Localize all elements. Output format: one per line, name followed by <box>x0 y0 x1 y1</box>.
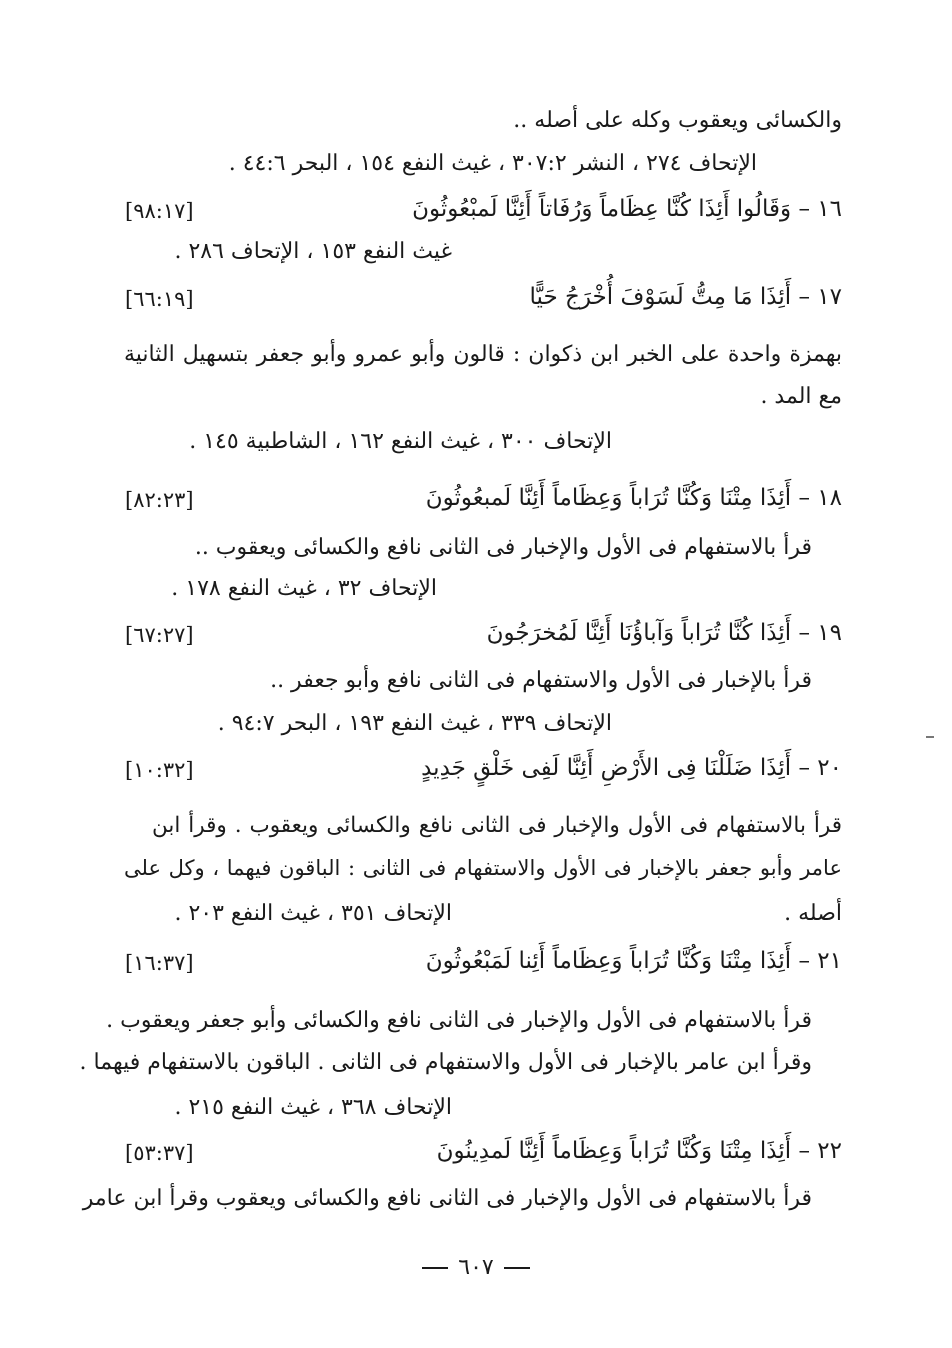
text-line: والكسائى ويعقوب وكله على أصله .. <box>513 108 842 133</box>
verse-19: ١٩ – أَئِذَا كُنَّا تُرَاباً وَآباؤُنَا أَئِنَّا لَمُخرَجُونَ <box>486 620 842 646</box>
verse-16-ref: [٩٨:١٧] <box>125 199 194 223</box>
page-number-dash <box>422 1267 448 1269</box>
text-line: قرأ بالإخبار فى الأول والاستفهام فى الثانى نافع وأبو جعفر .. <box>270 668 812 693</box>
verse-22: ٢٢ – أَئِذَا مِتْنَا وَكُنَّا تُرَاباً وَعِظَاماً أَئِنَّا لَمدِينُونَ <box>436 1138 842 1164</box>
reference-line: غيث النفع ١٥٣ ، الإتحاف ٢٨٦ . <box>174 239 452 264</box>
verse-20: ٢٠ – أَئِذَا ضَلَلْنَا فِى الأَرْضِ أَئِنَّا لَفِى خَلْقٍ جَدِيدٍ <box>421 755 842 781</box>
text-line: عامر وأبو جعفر بالإخبار فى الأول والاستفهام فى الثانى : الباقون فيهما ، وكل على <box>124 856 842 880</box>
text-line: بهمزة واحدة على الخبر ابن ذكوان : قالون وأبو عمرو وأبو جعفر بتسهيل الثانية <box>124 342 842 367</box>
scan-mark <box>926 736 934 738</box>
page-number-value: ٦٠٧ <box>458 1255 494 1280</box>
text-line: وقرأ ابن عامر بالإخبار فى الأول والاستفهام فى الثانى . الباقون بالاستفهام فيهما . <box>79 1050 812 1075</box>
text-line: أصله . <box>784 901 842 926</box>
reference-line: الإتحاف ٣٣٩ ، غيث النفع ١٩٣ ، البحر ٩٤:٧ . <box>217 711 612 736</box>
verse-18: ١٨ – أَئِذَا مِتْنَا وَكُنَّا تُرَاباً وَعِظَاماً أَئِنَّا لَمبعُوثُونَ <box>425 485 842 511</box>
verse-21-ref: [١٦:٣٧] <box>125 951 194 975</box>
verse-20-ref: [١٠:٣٢] <box>125 758 194 782</box>
reference-line: الإتحاف ٣٦٨ ، غيث النفع ٢١٥ . <box>174 1095 452 1120</box>
reference-line: الإتحاف ٢٧٤ ، النشر ٣٠٧:٢ ، غيث النفع ١٥٤ ، البحر ٤٤:٦ . <box>228 151 757 176</box>
verse-19-ref: [٦٧:٢٧] <box>125 623 194 647</box>
text-line: مع المد . <box>760 384 842 409</box>
verse-17: ١٧ – أَئِذَا مَا مِتُّ لَسَوْفَ أُخْرَجُ حَيًّا <box>529 284 842 310</box>
verse-21: ٢١ – أَئِذَا مِتْنَا وَكُنَّا تُرَاباً وَعِظَاماً أَئِنا لَمَبْعُوثُونَ <box>425 948 842 974</box>
text-line: قرأ بالاستفهام فى الأول والإخبار فى الثانى نافع والكسائى ويعقوب وقرأ ابن عامر <box>82 1186 812 1211</box>
verse-17-ref: [٦٦:١٩] <box>125 287 194 311</box>
page-number-dash <box>504 1267 530 1269</box>
page-number <box>0 1255 952 1280</box>
verse-18-ref: [٨٢:٢٣] <box>125 488 194 512</box>
reference-line: الإتحاف ٣٥١ ، غيث النفع ٢٠٣ . <box>174 901 452 926</box>
text-line: قرأ بالاستفهام فى الأول والإخبار فى الثانى نافع والكسائى ويعقوب . وقرأ ابن <box>152 813 842 838</box>
verse-16: ١٦ – وَقَالُوا أَئِذَا كُنَّا عِظَاماً وَرُفَاتاً أَئِنَّا لَمبْعُوثُونَ <box>412 196 842 222</box>
reference-line: الإتحاف ٣٢ ، غيث النفع ١٧٨ . <box>171 576 437 601</box>
text-line: قرأ بالاستفهام فى الأول والإخبار فى الثانى نافع والكسائى وأبو جعفر ويعقوب . <box>106 1008 812 1033</box>
verse-22-ref: [٥٣:٣٧] <box>125 1141 194 1165</box>
reference-line: الإتحاف ٣٠٠ ، غيث النفع ١٦٢ ، الشاطبية ١٤٥ . <box>189 429 612 454</box>
text-line: قرأ بالاستفهام فى الأول والإخبار فى الثانى نافع والكسائى ويعقوب .. <box>194 535 812 560</box>
